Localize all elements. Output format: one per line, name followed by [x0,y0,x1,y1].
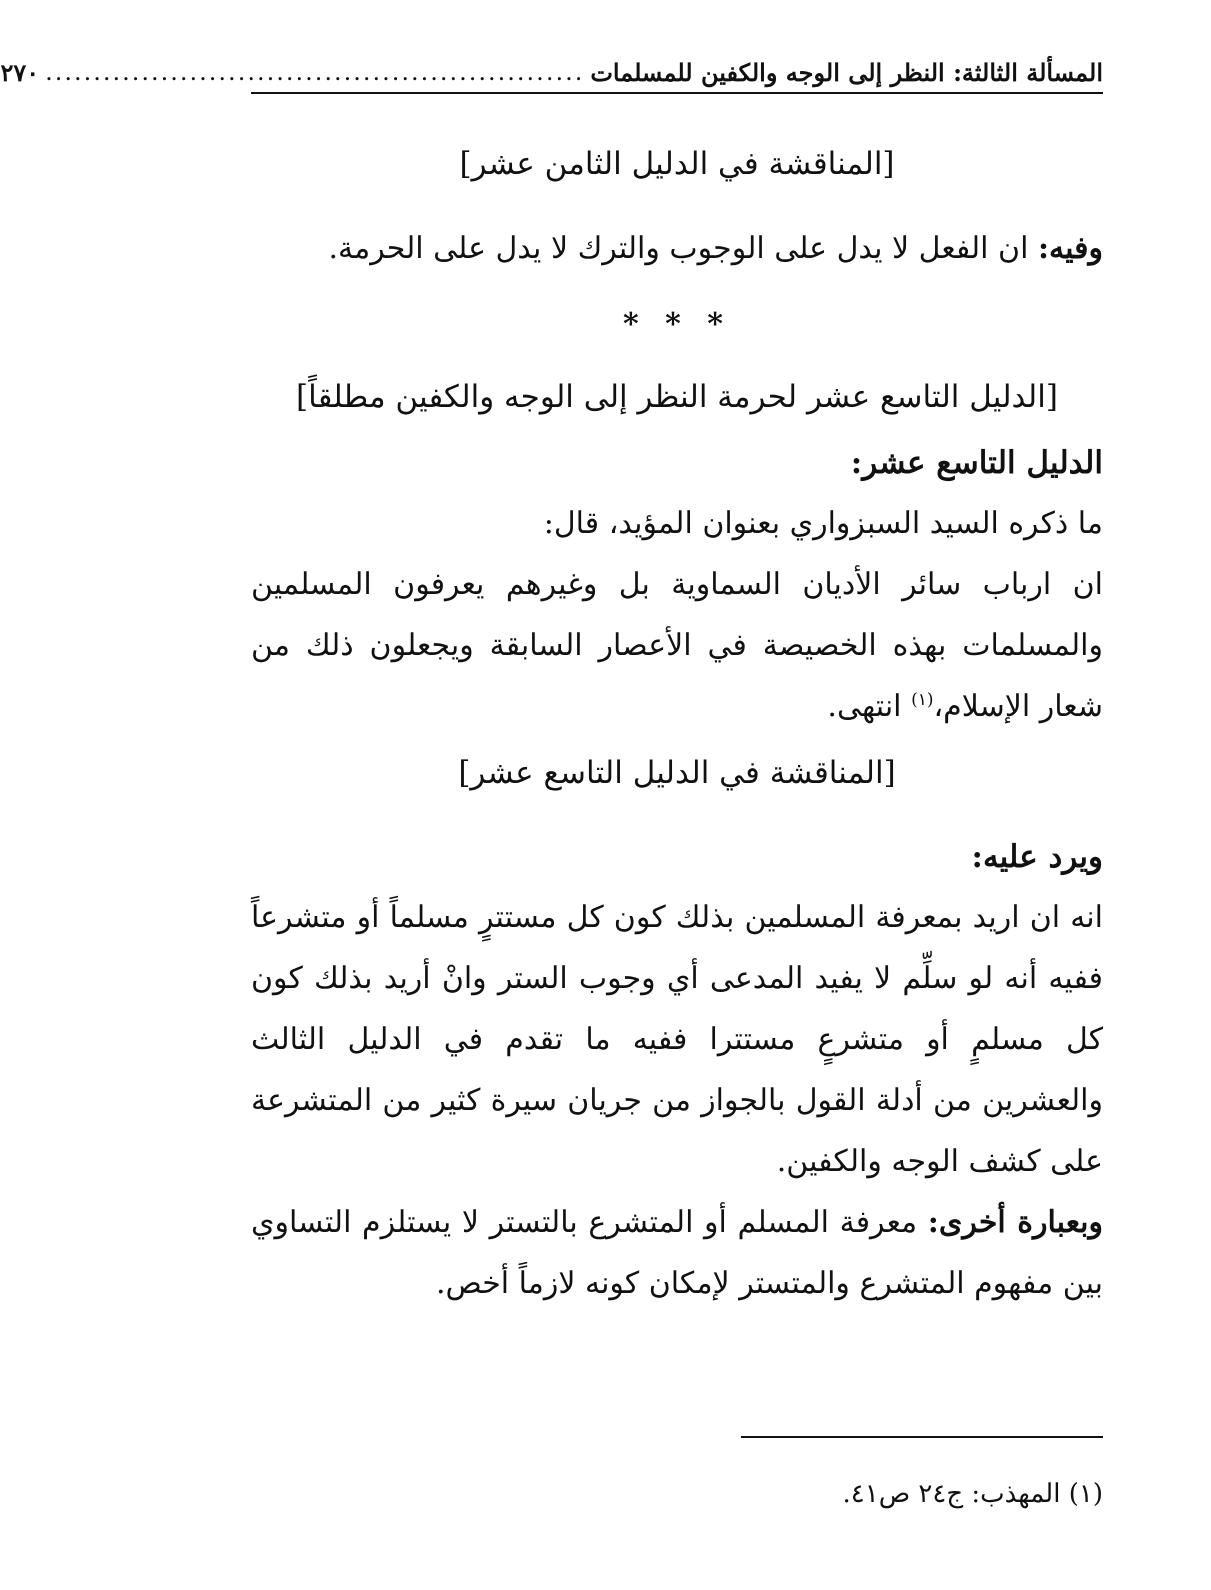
page-body [251,138,1103,1314]
paragraph-lead: وفيه: [1037,231,1103,266]
paragraph-lead: وبعبارة أخرى: [927,1205,1104,1240]
section-separator: * * * [623,307,731,342]
section-heading-discussion-19: [المناقشة في الدليل التاسع عشر] [458,755,896,791]
running-header [0,52,1103,94]
paragraph-quote [251,554,1103,737]
quote-end: انتهى. [827,689,912,724]
paragraph-intro: ما ذكره السيد السبزواري بعنوان المؤيد، قال: [543,506,1103,541]
header-title: المسألة الثالثة: النظر إلى الوجه والكفين للمسلمات [590,57,1103,87]
paragraph-other-words [251,1192,1103,1314]
paragraph-discussion-18 [251,218,1103,279]
paragraph-objection: انه ان اريد بمعرفة المسلمين بذلك كون كل مستترٍ مسلماً أو متشرعاً ففيه أنه لو سلِّم لا يفيد المدعى أي وجوب الستر وانْ أريد بذلك كون كل مسلمٍ أو متشرعٍ مستترا ففيه ما تقدم في الدليل الثالث والعشرين من أدلة القول بالجواز من جريان سيرة كثير من المتشرعة على كشف الوجه والكفين. [251,900,1104,1179]
footnote: (١) المهذب: ج٢٤ ص٤١. [842,1479,1103,1509]
paragraph-text: ان الفعل لا يدل على الوجوب والترك لا يدل على الحرمة. [328,231,1038,266]
subheading-evidence-19: الدليل التاسع عشر: [850,445,1103,481]
footnote-reference: (١) [911,690,934,710]
footnote-divider [741,1436,1103,1438]
paragraph-text: معرفة المسلم أو المتشرع بالتستر لا يستلزم التساوي بين مفهوم المتشرع والمتستر لإمكان كونه لازماً أخص. [251,1205,1103,1301]
page-number: ٢٧٠ [0,57,40,87]
quote-text: ان ارباب سائر الأديان السماوية بل وغيرهم يعرفون المسلمين والمسلمات بهذه الخصيصة في الأعصار السابقة ويجعلون ذلك من شعار الإسلام، [251,567,1103,724]
header-dot-leader: ........................................................ [45,58,585,86]
section-heading-evidence-19: [الدليل التاسع عشر لحرمة النظر إلى الوجه والكفين مطلقاً] [296,379,1058,415]
subheading-objection: ويرد عليه: [971,839,1103,875]
section-heading-discussion-18: [المناقشة في الدليل الثامن عشر] [459,146,895,182]
